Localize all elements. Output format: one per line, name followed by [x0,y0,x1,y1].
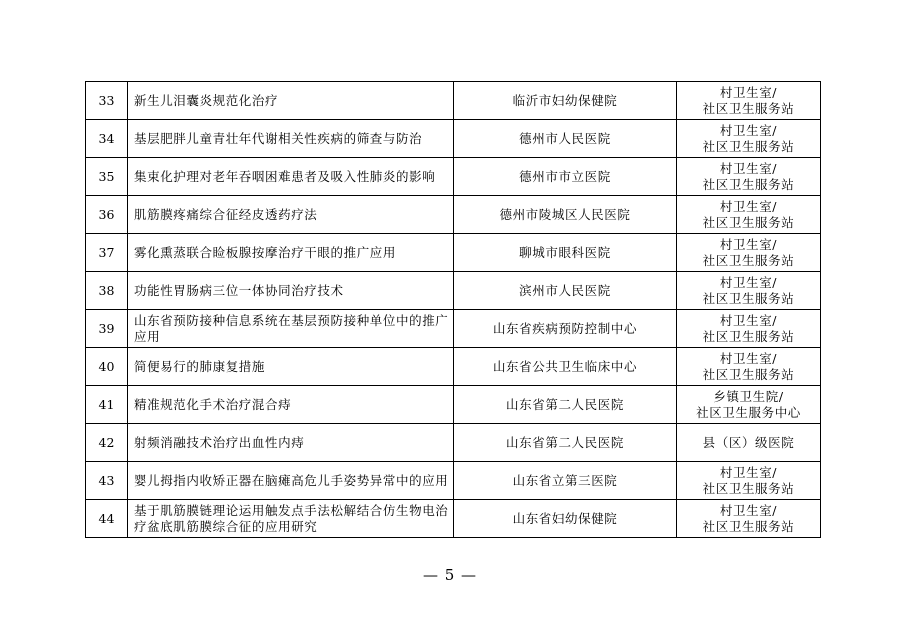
applicable-level: 村卫生室/ 社区卫生服务站 [677,272,821,310]
project-title: 新生儿泪囊炎规范化治疗 [128,82,454,120]
table-row [86,348,821,386]
applicable-level: 村卫生室/ 社区卫生服务站 [677,462,821,500]
row-number: 43 [86,462,128,500]
row-number: 33 [86,82,128,120]
table-row [86,386,821,424]
applicable-level: 村卫生室/ 社区卫生服务站 [677,500,821,538]
institution-name: 滨州市人民医院 [454,272,677,310]
applicable-level: 村卫生室/ 社区卫生服务站 [677,82,821,120]
institution-name: 聊城市眼科医院 [454,234,677,272]
institution-name: 山东省妇幼保健院 [454,500,677,538]
applicable-level: 村卫生室/ 社区卫生服务站 [677,120,821,158]
institution-name: 德州市陵城区人民医院 [454,196,677,234]
project-title: 婴儿拇指内收矫正器在脑瘫高危儿手姿势异常中的应用 [128,462,454,500]
project-title: 集束化护理对老年吞咽困难患者及吸入性肺炎的影响 [128,158,454,196]
table-row [86,82,821,120]
row-number: 37 [86,234,128,272]
row-number: 36 [86,196,128,234]
table-row [86,462,821,500]
row-number: 38 [86,272,128,310]
applicable-level: 村卫生室/ 社区卫生服务站 [677,310,821,348]
applicable-level: 乡镇卫生院/ 社区卫生服务中心 [677,386,821,424]
applicable-level: 村卫生室/ 社区卫生服务站 [677,348,821,386]
institution-name: 德州市市立医院 [454,158,677,196]
row-number: 34 [86,120,128,158]
applicable-level: 县（区）级医院 [677,424,821,462]
applicable-level: 村卫生室/ 社区卫生服务站 [677,234,821,272]
project-title: 基于肌筋膜链理论运用触发点手法松解结合仿生物电治疗盆底肌筋膜综合征的应用研究 [128,500,454,538]
institution-name: 德州市人民医院 [454,120,677,158]
row-number: 39 [86,310,128,348]
row-number: 44 [86,500,128,538]
applicable-level: 村卫生室/ 社区卫生服务站 [677,158,821,196]
table-row [86,424,821,462]
table-row [86,234,821,272]
project-table-body [86,82,821,538]
institution-name: 山东省公共卫生临床中心 [454,348,677,386]
project-title: 射频消融技术治疗出血性内痔 [128,424,454,462]
row-number: 41 [86,386,128,424]
project-title: 基层肥胖儿童青壮年代谢相关性疾病的筛查与防治 [128,120,454,158]
institution-name: 山东省疾病预防控制中心 [454,310,677,348]
project-title: 精准规范化手术治疗混合痔 [128,386,454,424]
project-title: 简便易行的肺康复措施 [128,348,454,386]
institution-name: 山东省第二人民医院 [454,386,677,424]
row-number: 35 [86,158,128,196]
row-number: 42 [86,424,128,462]
row-number: 40 [86,348,128,386]
project-title: 雾化熏蒸联合睑板腺按摩治疗干眼的推广应用 [128,234,454,272]
table-row [86,196,821,234]
project-title: 肌筋膜疼痛综合征经皮透药疗法 [128,196,454,234]
project-table [85,81,821,538]
institution-name: 山东省第二人民医院 [454,424,677,462]
table-row [86,158,821,196]
applicable-level: 村卫生室/ 社区卫生服务站 [677,196,821,234]
page-number: — 5 — [422,566,478,584]
table-row [86,500,821,538]
table-row [86,272,821,310]
project-title: 山东省预防接种信息系统在基层预防接种单位中的推广应用 [128,310,454,348]
institution-name: 山东省立第三医院 [454,462,677,500]
table-row [86,310,821,348]
project-title: 功能性胃肠病三位一体协同治疗技术 [128,272,454,310]
table-row [86,120,821,158]
institution-name: 临沂市妇幼保健院 [454,82,677,120]
